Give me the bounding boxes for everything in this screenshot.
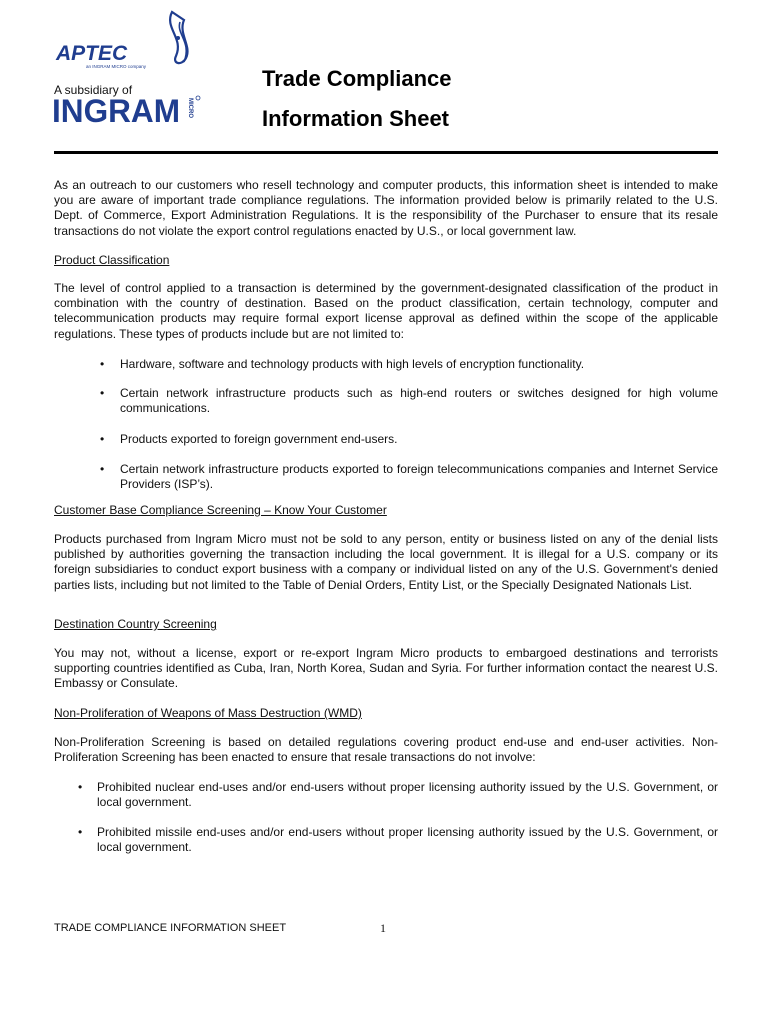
product-classification-heading: Product Classification (54, 253, 170, 267)
bullet-text: Certain network infrastructure products exported to foreign telecommunications companies and Internet Service Providers (ISP’s). (120, 462, 718, 492)
aptec-logo-tagline: an INGRAM MICRO company (86, 64, 147, 69)
list-item (100, 357, 718, 372)
bullet-text: Certain network infrastructure products such as high-end routers or switches designed for high volume communications. (120, 386, 718, 416)
bullet: • (78, 780, 83, 794)
bullet: • (100, 357, 105, 371)
subsidiary-label: A subsidiary of (54, 83, 133, 97)
header-divider (54, 151, 718, 154)
bullet-text: Prohibited nuclear end-uses and/or end-users without proper licensing authority issued by the U.S. Government, or local government. (97, 780, 718, 810)
title-line-2: Information Sheet (262, 106, 450, 131)
intro-paragraph: As an outreach to our customers who resell technology and computer products, this information sheet is intended to make you are aware of important trade compliance regulations. The information provided below is primarily related to the U.S. Dept. of Commerce, Export Administration Regulations. It is the responsibility of the Purchaser to ensure that its resale transactions do not violate the export control regulations enacted by U.S., or local government law. (54, 178, 718, 238)
ingram-logo-text: INGRAM (52, 94, 180, 126)
list-item (78, 825, 718, 855)
product-classification-paragraph: The level of control applied to a transaction is determined by the government-designated classification of the product in combination with the country of destination. Based on the product classification, certain technology, computer and telecommunication products may require formal export license approval as defined within the scope of the applicable regulations. These types of products include but are not limited to: (54, 281, 718, 341)
list-item (100, 386, 718, 416)
list-item (78, 780, 718, 810)
destination-screening-heading: Destination Country Screening (54, 617, 217, 631)
aptec-logo (54, 8, 199, 70)
bullet: • (100, 432, 105, 446)
wmd-paragraph: Non-Proliferation Screening is based on detailed regulations covering product end-use and end-user activities. Non-Proliferation Screening has been enacted to ensure that resale transactions do not involve: (54, 735, 718, 765)
bullet: • (78, 825, 83, 839)
bullet-text: Hardware, software and technology products with high levels of encryption functionality. (120, 357, 585, 371)
list-item (100, 462, 718, 492)
destination-screening-paragraph: You may not, without a license, export or re-export Ingram Micro products to embargoed destinations and terrorists supporting countries identified as Cuba, Iran, North Korea, Sudan and Syria. For further information contact the nearest U.S. Embassy or Consulate. (54, 646, 718, 691)
bullet-text: Prohibited missile end-uses and/or end-users without proper licensing authority issued by the U.S. Government, or local government. (97, 825, 718, 855)
customer-screening-heading: Customer Base Compliance Screening – Know Your Customer (54, 503, 387, 517)
list-item (100, 432, 718, 447)
page-number: 1 (380, 921, 386, 935)
title-line-1: Trade Compliance (262, 66, 452, 91)
bullet: • (100, 462, 105, 476)
footer-label: TRADE COMPLIANCE INFORMATION SHEET (54, 922, 287, 934)
bullet-text: Products exported to foreign government end-users. (120, 432, 398, 446)
customer-screening-paragraph: Products purchased from Ingram Micro must not be sold to any person, entity or business listed on any of the denial lists published by authorities governing the transaction including the local government. It is illegal for a U.S. company or its foreign subsidiaries to conduct export business with a company or individual listed on any of the U.S. Government's denied parties lists, including but not limited to the Table of Denial Orders, Entity List, or the Specially Designated Nationals List. (54, 532, 718, 592)
ingram-micro-logo (52, 94, 202, 126)
aptec-logo-text: APTEC (56, 42, 128, 65)
ingram-logo-micro: MICRO (187, 98, 193, 118)
bullet: • (100, 386, 105, 400)
wmd-heading: Non-Proliferation of Weapons of Mass Destruction (WMD) (54, 706, 362, 720)
